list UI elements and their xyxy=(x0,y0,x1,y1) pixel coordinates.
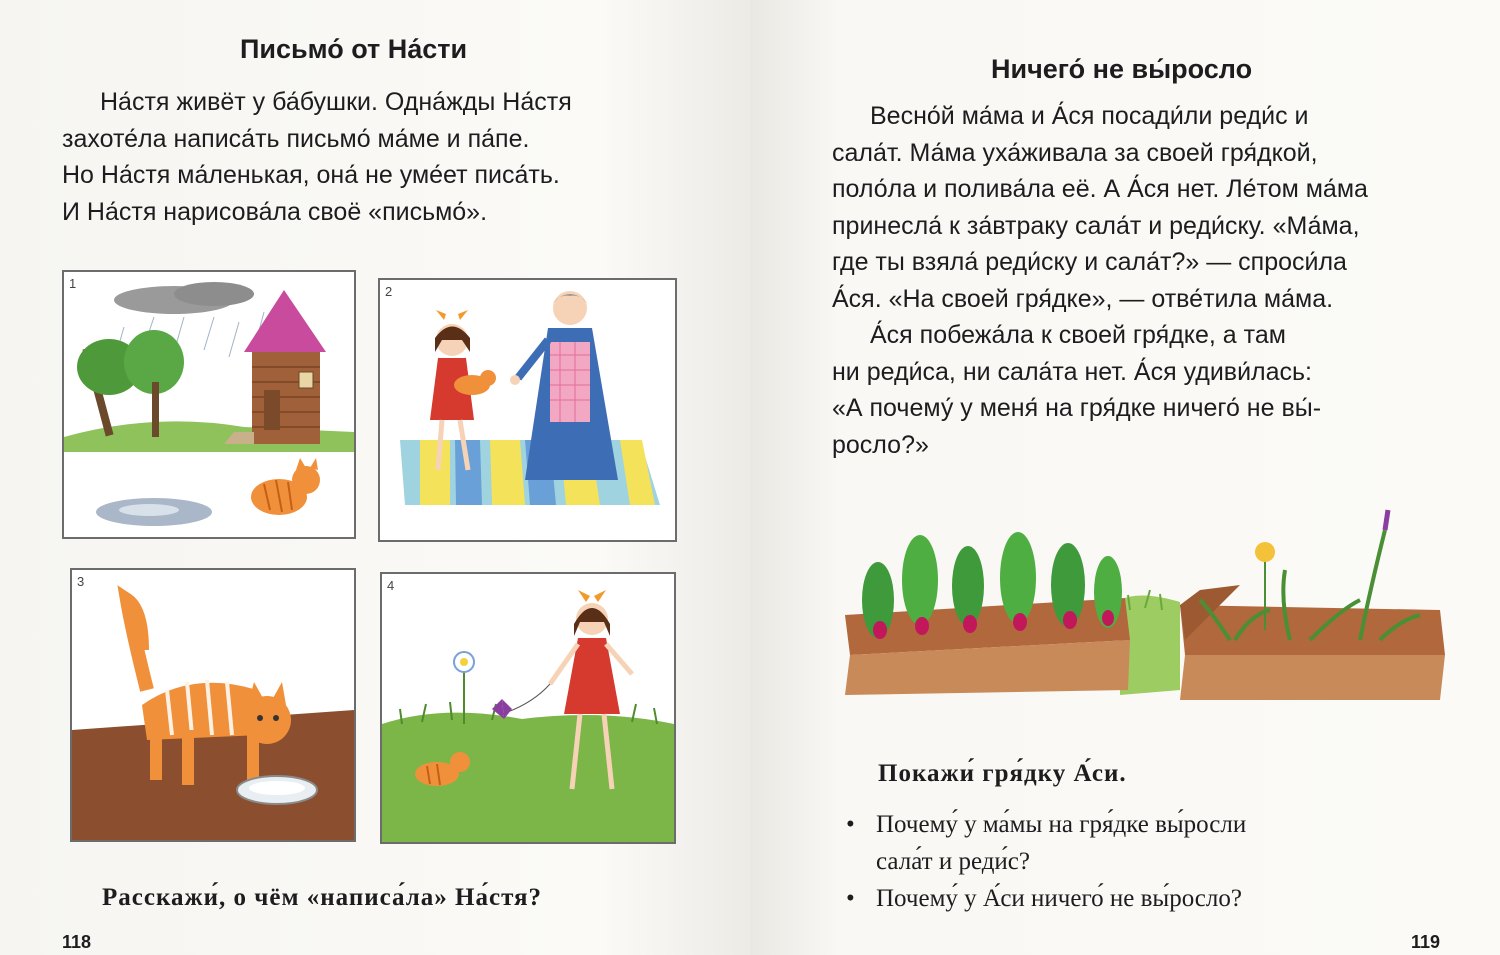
panel-number: 2 xyxy=(385,284,393,299)
left-title: Письмо́ от На́сти xyxy=(240,34,468,64)
left-task: Расскажи́, о чём «написа́ла» На́стя? xyxy=(102,884,543,911)
left-line: Но На́стя ма́ленькая, она́ не уме́ет писа́ть. xyxy=(62,161,560,189)
right-line: где ты взяла́ реди́ску и сала́т?» — спроси́ла xyxy=(832,248,1347,276)
page-number-left: 118 xyxy=(62,932,92,952)
question-item xyxy=(840,880,1246,917)
right-line: «А почему́ у меня́ на гря́дке ничего́ не вы́- xyxy=(832,394,1322,422)
right-line: А́ся побежа́ла к своей гря́дке, а там xyxy=(870,321,1286,349)
panel-number: 1 xyxy=(69,276,77,291)
right-task: Покажи́ гря́дку А́си. xyxy=(878,760,1127,787)
question-text: Почему́ у ма́мы на гря́дке вы́росли xyxy=(876,811,1247,838)
right-paragraph xyxy=(832,98,1368,463)
left-line: На́стя живёт у ба́бушки. Однáжды На́стя xyxy=(100,88,572,116)
girl-cat-grass-illustration xyxy=(382,574,674,842)
rain-house-illustration xyxy=(64,272,354,537)
right-title: Ничего́ не вы́росло xyxy=(991,54,1253,84)
garden-beds-illustration xyxy=(840,490,1450,715)
picture-panel-3 xyxy=(70,568,356,842)
right-page xyxy=(750,0,1500,955)
question-text: сала́т и реди́с? xyxy=(876,848,1031,875)
question-text: Почему́ у А́си ничего́ не вы́росло? xyxy=(876,885,1242,912)
right-line: ни реди́са, ни сала́та нет. А́ся удиви́лась: xyxy=(832,357,1312,386)
picture-panel-4 xyxy=(380,572,676,844)
panel-number: 3 xyxy=(77,574,85,589)
left-line: захоте́ла написа́ть письмо́ ма́ме и па́пе. xyxy=(62,124,530,153)
panel-number: 4 xyxy=(387,578,395,593)
cat-bowl-illustration xyxy=(72,570,354,840)
girl-grandmother-illustration xyxy=(380,280,675,540)
question-item xyxy=(840,806,1246,880)
right-line: Весно́й ма́ма и А́ся посади́ли реди́с и xyxy=(870,102,1309,130)
left-paragraph xyxy=(62,84,572,230)
left-line: И На́стя нарисова́ла своё «письмо́». xyxy=(62,197,488,226)
right-line: поло́ла и полива́ла её. А А́ся нет. Ле́том ма́ма xyxy=(832,175,1368,203)
right-line: А́ся. «На своей гря́дке», — отве́тила ма́ма. xyxy=(832,284,1334,313)
right-line: принесла́ к за́втраку сала́т и реди́ску. «Ма́ма, xyxy=(832,211,1360,240)
right-line: сала́т. Ма́ма уха́живала за своей гря́дкой, xyxy=(832,138,1318,167)
picture-panel-2 xyxy=(378,278,677,542)
right-line: росло?» xyxy=(832,430,929,459)
page-number-right: 119 xyxy=(1411,932,1441,952)
picture-panel-1 xyxy=(62,270,356,539)
question-list xyxy=(840,806,1246,917)
